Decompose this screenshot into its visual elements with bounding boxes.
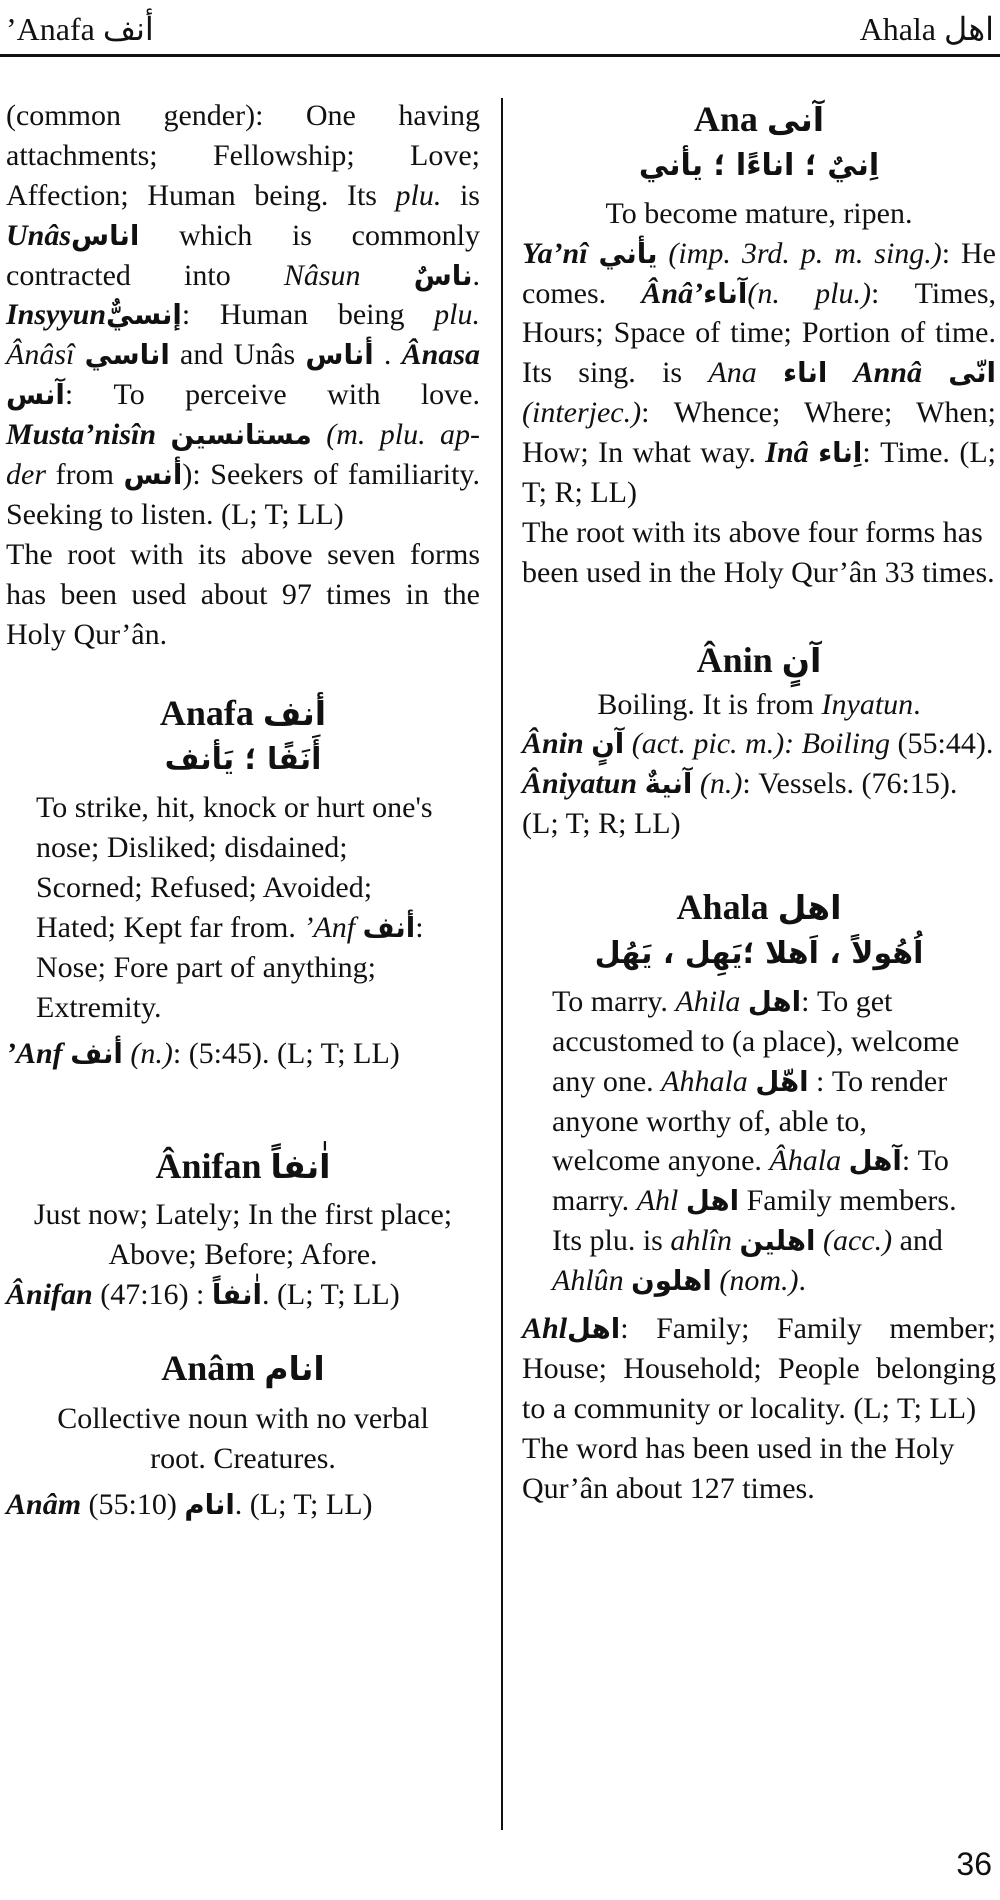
right-column: [522, 96, 996, 1508]
running-header: [0, 0, 1000, 56]
definition-ana: To become mature, ripen.: [605, 196, 913, 230]
usage-count-paragraph: The word has been used in the Holy Qur’ân about 127 times.: [522, 1431, 955, 1505]
headword-anam: Anâm انام: [161, 1348, 325, 1389]
headword-anifan: Ânifan اٰنفاً: [155, 1146, 331, 1187]
headword-anin: Ânin آنٍ: [696, 639, 822, 680]
entry-anifan: [6, 1143, 480, 1191]
headword-ana: Ana آنى: [693, 99, 825, 139]
paragraph-anin: Ânin آنٍ (act. pic. m.): Boiling (55:44). Âniyatun آنيةٌ (n.): Vessels. (76:15). (L; T; R; LL): [522, 727, 994, 841]
left-column: [6, 96, 480, 1525]
entry-ana: [522, 96, 996, 186]
header-rule: [0, 54, 1000, 57]
entry-anin: [522, 637, 996, 685]
verb-forms: أَنَفًا ؛ يَأنف: [164, 742, 322, 778]
paragraph-ahl: Ahlاهل: Family; Family member; House; Household; People belonging to a community or locality. (L; T; LL): [522, 1312, 996, 1425]
definition-anafa: To strike, hit, knock or hurt one's nose; Disliked; disdained; Scorned; Refused; Avoided; Hated; Kept far from. ’Anf أنف: Nose; Fore part of anything; Extremity.: [36, 791, 433, 1024]
entry-anam: [6, 1345, 480, 1393]
definition-ahala: To marry. Ahila اهل: To get accustomed to (a place), welcome any one. Ahhala اهّل : To render anyone worthy of, able to, welcome anyone. Âhala آهل: To marry. Ahl اهل Family members. Its plu. is ahlîn اهلين (acc.) and Ahlûn اهلون (nom.).: [552, 984, 960, 1298]
entry-ahala: [522, 884, 996, 974]
root-count-paragraph: The root with its above four forms has been used in the Holy Qur’ân 33 times.: [522, 515, 995, 589]
definition-anam: Collective noun with no verbal root. Creatures.: [57, 1401, 429, 1475]
column-divider: [501, 98, 503, 1830]
root-count-paragraph: The root with its above seven forms has been used about 97 times in the Holy Qur’ân.: [6, 537, 480, 651]
definition-anifan: Just now; Lately; In the first place; Above; Before; Afore.: [33, 1198, 453, 1272]
header-right: Ahala اهل: [859, 11, 994, 47]
verb-forms: اُهُولاً ، اَهلا ؛يَهِل ، يَهُل: [594, 935, 924, 971]
paragraph-ana: Ya’nî يأني (imp. 3rd. p. m. sing.): He comes. Ânâ’آناء(n. plu.): Times, Hours; Space of time; Portion of time. Its sing. is Ana اناء Annâ انّى (interjec.): Whence; Where; When; How; In what way. Inâ اِناء: Time. (L; T; R; LL): [522, 236, 997, 509]
verb-forms: اِنيٌ ؛ اناءًا ؛ يأني: [638, 147, 880, 183]
definition-anin: Boiling. It is from Inyatun.: [597, 687, 921, 721]
reference-anafa: ’Anf أنف (n.): (5:45). (L; T; LL): [6, 1036, 400, 1070]
headword-ahala: Ahala اهل: [676, 887, 842, 928]
header-left: ’Anafa أنف: [6, 11, 154, 47]
entry-anafa: [6, 690, 480, 780]
reference-anifan: Ânifan اٰنفاً : (47:16). (L; T; LL): [6, 1278, 400, 1312]
reference-anam: Anâm انام (55:10). (L; T; LL): [6, 1487, 373, 1521]
continuation-paragraph: (common gender): One having attachments; Fellowship; Love; Affection; Human being. Its plu. is Unâsاناس which is commonly contracted into Nâsun ناسٌ. Insyyunإنسيٌّ: Human being plu. Ânâsî اناسي and Unâs أناس . Ânasa آنس: To perceive with love. Musta’nisîn مستانسين (m. plu. ap-der from أنس): Seekers of familiarity. Seeking to listen. (L; T; LL): [6, 99, 481, 531]
page-number: 36: [956, 1846, 992, 1883]
headword-anafa: Anafa أنف: [159, 693, 327, 734]
